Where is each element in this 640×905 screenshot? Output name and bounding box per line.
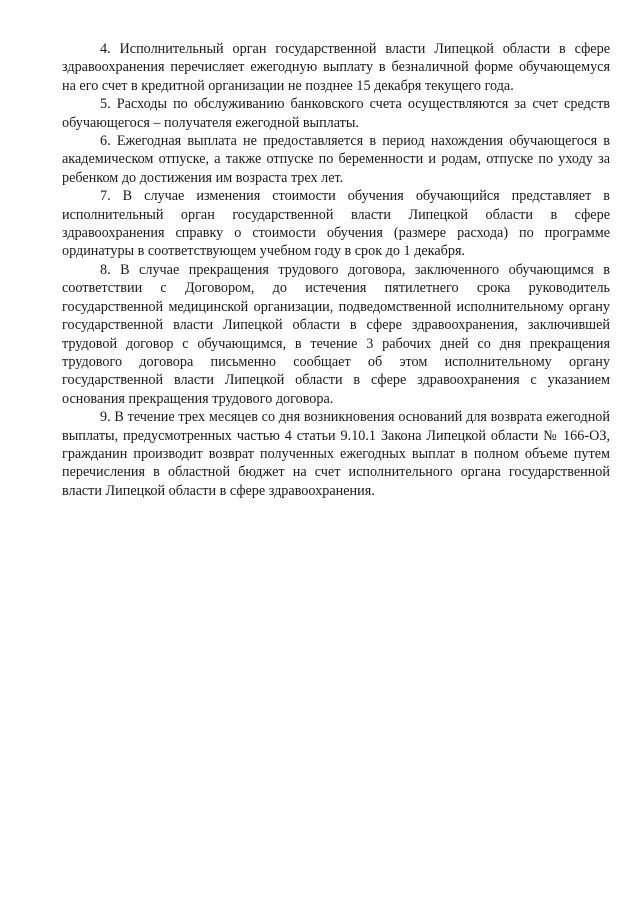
paragraph-item-8: 8. В случае прекращения трудового договора, заключенного обучающимся в соответствии с Договором, до истечения пятилетнего срока руководитель государственной медицинской организации, подведомственной исполнительному органу государственной власти Липецкой области в сфере здравоохранения, заключившей трудовой договор с обучающимся, в течение 3 рабочих дней со дня прекращения трудового договора письменно сообщает об этом исполнительному органу государственной власти Липецкой области в сфере здравоохранения с указанием основания прекращения трудового договора. [62, 261, 610, 407]
paragraph-item-7: 7. В случае изменения стоимости обучения обучающийся представляет в исполнительный орган государственной власти Липецкой области в сфере здравоохранения справку о стоимости обучения (размере расхода) по программе ординатуры в соответствующем учебном году в срок до 1 декабря. [62, 188, 610, 260]
document-page [62, 40, 610, 500]
paragraph-item-4: 4. Исполнительный орган государственной власти Липецкой области в сфере здравоохранения перечисляет ежегодную выплату в безналичной форме обучающемуся на его счет в кредитной организации не позднее 15 декабря текущего года. [62, 41, 610, 94]
paragraph-item-9: 9. В течение трех месяцев со дня возникновения оснований для возврата ежегодной выплаты, предусмотренных частью 4 статьи 9.10.1 Закона Липецкой области № 166-ОЗ, гражданин производит возврат полученных ежегодных выплат в полном объеме путем перечисления в областной бюджет на счет исполнительного органа государственной власти Липецкой области в сфере здравоохранения. [62, 409, 610, 499]
paragraph-item-5: 5. Расходы по обслуживанию банковского счета осуществляются за счет средств обучающегося – получателя ежегодной выплаты. [62, 96, 610, 131]
paragraph-item-6: 6. Ежегодная выплата не предоставляется в период нахождения обучающегося в академическом отпуске, а также отпуске по беременности и родам, отпуске по уходу за ребенком до достижения им возраста трех лет. [62, 133, 610, 186]
